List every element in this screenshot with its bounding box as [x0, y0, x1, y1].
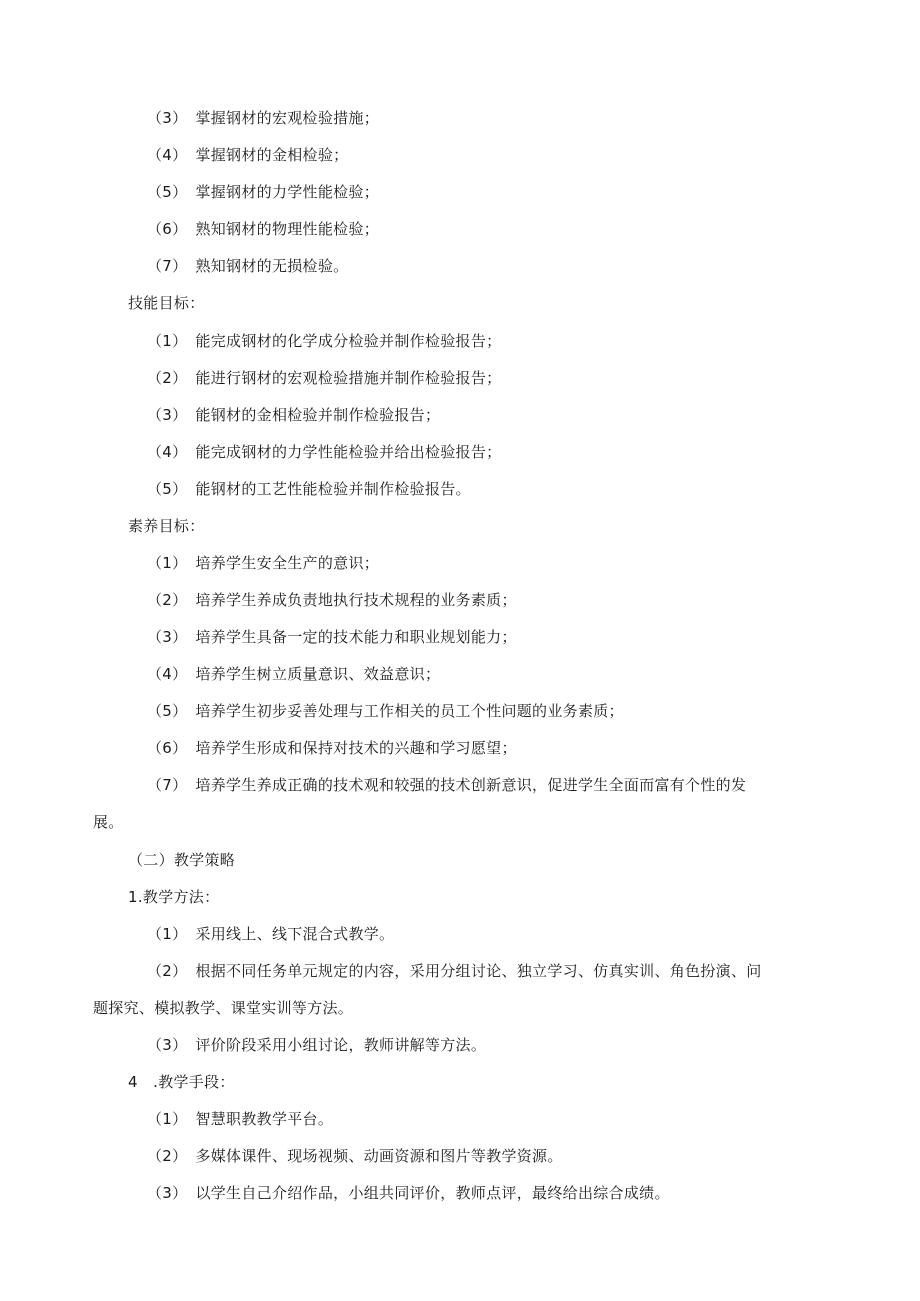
item-number: （4）: [147, 665, 188, 683]
item-text: 采用线上、线下混合式教学。: [195, 925, 395, 943]
item-number: （6）: [147, 220, 188, 238]
item-number: （6）: [147, 739, 188, 757]
skill-item: [147, 330, 501, 352]
knowledge-item: [147, 107, 379, 129]
item-text: 培养学生具备一定的技术能力和职业规划能力；: [195, 628, 517, 646]
methods-item: [147, 923, 394, 945]
item-text: 培养学生初步妥善处理与工作相关的员工个性问题的业务素质；: [195, 702, 624, 720]
item-text: 掌握钢材的宏观检验措施；: [195, 109, 380, 127]
item-text: 掌握钢材的金相检验；: [195, 146, 349, 164]
item-text: 能进行钢材的宏观检验措施并制作检验报告；: [195, 369, 502, 387]
item-text: 培养学生树立质量意识、效益意识；: [195, 665, 441, 683]
item-number: （3）: [147, 1184, 188, 1202]
quality-item: [147, 552, 379, 574]
quality-item: [147, 700, 624, 722]
item-text: 培养学生安全生产的意识；: [195, 554, 380, 572]
means-item: [147, 1145, 563, 1167]
quality-item: [147, 774, 746, 796]
quality-item: [147, 663, 440, 685]
knowledge-item: [147, 181, 379, 203]
skill-heading: 技能目标：: [128, 294, 205, 312]
item-number: （3）: [147, 406, 188, 424]
item-number: （5）: [147, 183, 188, 201]
skill-item: [147, 441, 501, 463]
item-text: 熟知钢材的物理性能检验；: [195, 220, 380, 238]
item-number: （3）: [147, 109, 188, 127]
knowledge-item: [147, 144, 348, 166]
item-text: 能完成钢材的力学性能检验并给出检验报告；: [195, 443, 502, 461]
item-text: 能钢材的金相检验并制作检验报告；: [195, 406, 441, 424]
item-number: （4）: [147, 443, 188, 461]
item-text: 多媒体课件、现场视频、动画资源和图片等教学资源。: [195, 1147, 563, 1165]
item-text: 评价阶段采用小组讨论，教师讲解等方法。: [195, 1036, 487, 1054]
item-number: （3）: [147, 628, 188, 646]
item-text: 培养学生养成负责地执行技术规程的业务素质；: [195, 591, 517, 609]
methods-item-continuation: 题探究、模拟教学、课堂实训等方法。: [93, 999, 354, 1017]
quality-item-continuation: 展。: [93, 813, 124, 831]
methods-heading: 1.教学方法：: [128, 888, 220, 906]
item-text: 培养学生养成正确的技术观和较强的技术创新意识，促进学生全面而富有个性的发: [195, 776, 747, 794]
item-number: （2）: [147, 591, 188, 609]
item-text: 掌握钢材的力学性能检验；: [195, 183, 380, 201]
quality-item: [147, 737, 517, 759]
item-text: 智慧职教教学平台。: [195, 1110, 334, 1128]
item-number: （2）: [147, 962, 188, 980]
skill-item: [147, 478, 471, 500]
quality-item: [147, 589, 517, 611]
skill-item: [147, 367, 501, 389]
methods-item: [147, 960, 762, 982]
methods-item: [147, 1034, 486, 1056]
skill-item: [147, 404, 440, 426]
item-number: （1）: [147, 1110, 188, 1128]
knowledge-item: [147, 218, 379, 240]
means-heading: 4 .教学手段：: [128, 1073, 235, 1091]
item-text: 能钢材的工艺性能检验并制作检验报告。: [195, 480, 471, 498]
item-number: （1）: [147, 925, 188, 943]
item-text: 根据不同任务单元规定的内容，采用分组讨论、独立学习、仿真实训、角色扮演、问: [195, 962, 762, 980]
item-number: （5）: [147, 480, 188, 498]
item-text: 培养学生形成和保持对技术的兴趣和学习愿望；: [195, 739, 517, 757]
item-number: （2）: [147, 1147, 188, 1165]
item-text: 以学生自己介绍作品，小组共同评价，教师点评，最终给出综合成绩。: [195, 1184, 670, 1202]
item-number: （1）: [147, 554, 188, 572]
knowledge-item: [147, 255, 348, 277]
item-number: （5）: [147, 702, 188, 720]
means-item: [147, 1108, 333, 1130]
item-number: （2）: [147, 369, 188, 387]
quality-heading: 素养目标：: [128, 517, 205, 535]
item-number: （3）: [147, 1036, 188, 1054]
means-item: [147, 1182, 670, 1204]
item-text: 能完成钢材的化学成分检验并制作检验报告；: [195, 332, 502, 350]
item-text: 熟知钢材的无损检验。: [195, 257, 349, 275]
strategy-heading: （二）教学策略: [128, 851, 236, 869]
item-number: （7）: [147, 776, 188, 794]
item-number: （4）: [147, 146, 188, 164]
item-number: （7）: [147, 257, 188, 275]
quality-item: [147, 626, 517, 648]
item-number: （1）: [147, 332, 188, 350]
